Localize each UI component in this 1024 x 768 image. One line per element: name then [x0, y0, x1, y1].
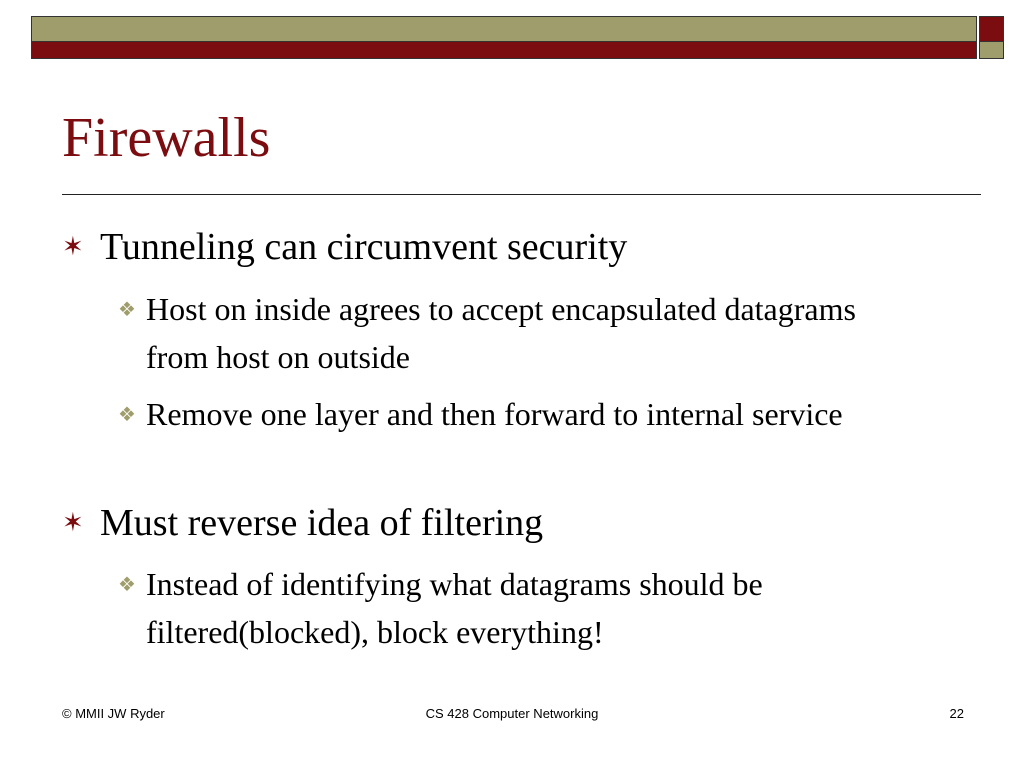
title-divider: [62, 194, 981, 195]
sub-bullet-item: [118, 390, 918, 438]
header-square-olive: [979, 42, 1004, 59]
sub-bullet-text: Instead of identifying what datagrams should be filtered(blocked), block everything!: [146, 566, 763, 650]
header-bar-red: [31, 42, 977, 59]
bullet-item: [62, 224, 942, 270]
footer-copyright: © MMII JW Ryder: [62, 706, 165, 721]
bullet-text: Must reverse idea of filtering: [100, 502, 544, 544]
diamond-bullet-icon: ❖: [118, 572, 136, 596]
bullet-text: Tunneling can circumvent security: [100, 226, 628, 268]
diamond-bullet-icon: ❖: [118, 297, 136, 321]
diamond-bullet-icon: ❖: [118, 402, 136, 426]
sub-bullet-text: Remove one layer and then forward to internal service: [146, 396, 843, 432]
sub-bullet-item: [118, 285, 918, 381]
sub-bullet-text: Host on inside agrees to accept encapsulated datagrams from host on outside: [146, 291, 856, 375]
header-square-red: [979, 16, 1004, 42]
star-bullet-icon: ✶: [62, 232, 84, 262]
footer-course: CS 428 Computer Networking: [425, 706, 599, 721]
footer-page-number: 22: [949, 706, 964, 721]
slide-title: Firewalls: [62, 107, 271, 169]
star-bullet-icon: ✶: [62, 508, 84, 538]
sub-bullet-item: [118, 560, 918, 656]
bullet-item: [62, 500, 942, 546]
header-bar-olive: [31, 16, 977, 42]
